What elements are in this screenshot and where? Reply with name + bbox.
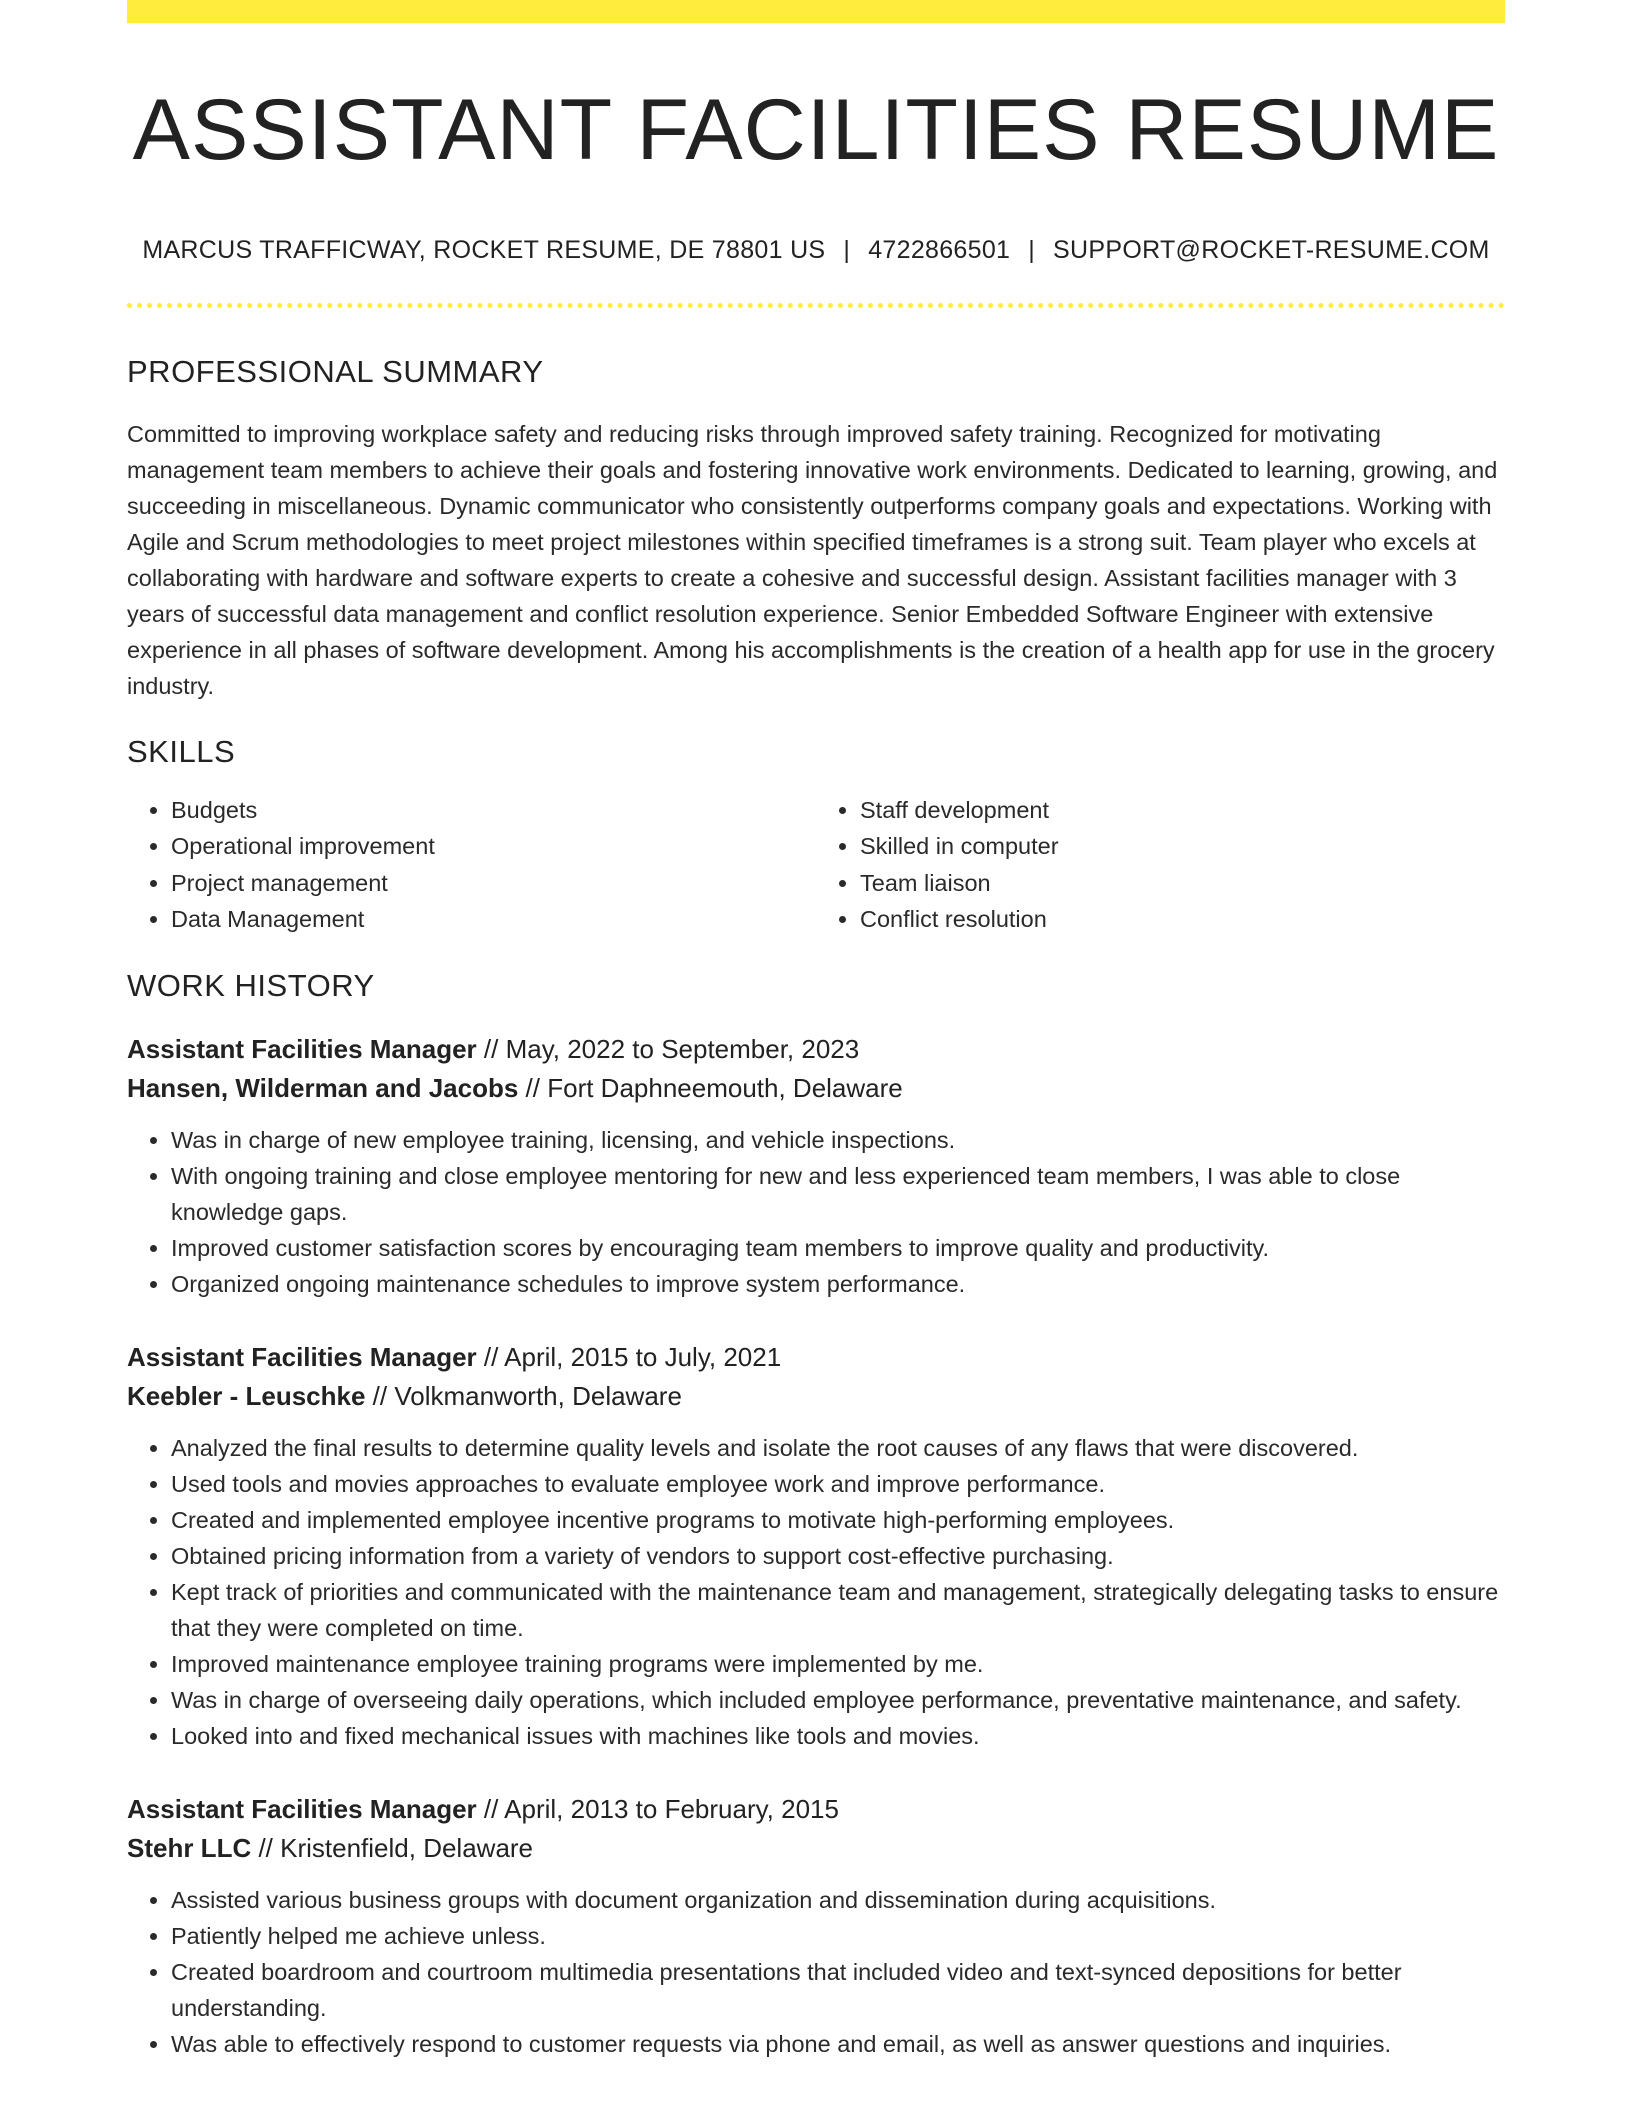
- job-company-line: [127, 1377, 1505, 1416]
- skills-heading: SKILLS: [127, 733, 236, 769]
- job-entry: [127, 1790, 1505, 2062]
- job-company-line: [127, 1829, 1505, 1868]
- skill-item: • Team liaison: [860, 865, 1505, 902]
- job-bullet: • Created boardroom and courtroom multimedia presentations that included video and text-synced depositions for better understanding.: [171, 1954, 1505, 2026]
- contact-email: SUPPORT@ROCKET-RESUME.COM: [1053, 235, 1490, 264]
- job-company: Stehr LLC: [127, 1832, 252, 1863]
- job-bullet-list: [127, 1122, 1505, 1302]
- job-company-line: [127, 1069, 1505, 1108]
- contact-separator: |: [1028, 235, 1036, 264]
- job-location: // Volkmanworth, Delaware: [365, 1380, 682, 1411]
- job-company: Keebler - Leuschke: [127, 1380, 366, 1411]
- skill-item: • Skilled in computer: [860, 828, 1505, 865]
- skill-item: • Project management: [171, 865, 816, 902]
- resume-page: [127, 0, 1505, 2062]
- job-entry: [127, 1030, 1505, 1302]
- job-title-line: [127, 1338, 1505, 1377]
- contact-phone: 4722866501: [868, 235, 1011, 264]
- job-bullet: • Kept track of priorities and communicated with the maintenance team and management, strategically delegating tasks to ensure that they were completed on time.: [171, 1574, 1505, 1646]
- header-divider: [127, 303, 1505, 308]
- job-bullet: • Was in charge of new employee training, licensing, and vehicle inspections.: [171, 1122, 1505, 1158]
- job-title: Assistant Facilities Manager: [127, 1341, 477, 1372]
- job-dates: // May, 2022 to September, 2023: [476, 1033, 860, 1064]
- job-bullet: • Created and implemented employee incentive programs to motivate high-performing employees.: [171, 1502, 1505, 1538]
- job-location: // Kristenfield, Delaware: [251, 1832, 534, 1863]
- contact-address: MARCUS TRAFFICWAY, ROCKET RESUME, DE 78801 US: [142, 235, 826, 264]
- job-bullet: • Improved customer satisfaction scores by encouraging team members to improve quality and productivity.: [171, 1230, 1505, 1266]
- job-title: Assistant Facilities Manager: [127, 1793, 477, 1824]
- skills-column-right: [816, 792, 1505, 938]
- job-location: // Fort Daphneemouth, Delaware: [518, 1072, 903, 1103]
- summary-text: Committed to improving workplace safety and reducing risks through improved safety training. Recognized for motivating management team members to achieve their goals and fostering innovative work environments. Dedicated to learning, growing, and succeeding in miscellaneous. Dynamic communicator who consistently outperforms company goals and expectations. Working with Agile and Scrum methodologies to meet project milestones within specified timeframes is a strong suit. Team player who excels at collaborating with hardware and software experts to create a cohesive and successful design. Assistant facilities manager with 3 years of successful data management and conflict resolution experience. Senior Embedded Software Engineer with extensive experience in all phases of software development. Among his accomplishments is the creation of a health app for use in the grocery industry.: [127, 420, 1498, 699]
- job-bullet: • Assisted various business groups with document organization and dissemination during acquisitions.: [171, 1882, 1505, 1918]
- job-title-line: [127, 1790, 1505, 1829]
- skills-list: [127, 792, 1505, 938]
- job-dates: // April, 2013 to February, 2015: [476, 1793, 839, 1824]
- contact-line: [127, 236, 1505, 265]
- job-bullet-list: [127, 1882, 1505, 2062]
- job-bullet: • With ongoing training and close employee mentoring for new and less experienced team members, I was able to close knowledge gaps.: [171, 1158, 1505, 1230]
- accent-top-bar: [127, 0, 1505, 23]
- work-history-heading: WORK HISTORY: [127, 967, 375, 1003]
- job-bullet: • Improved maintenance employee training programs were implemented by me.: [171, 1646, 1505, 1682]
- skill-item: • Data Management: [171, 901, 816, 938]
- job-dates: // April, 2015 to July, 2021: [476, 1341, 782, 1372]
- skills-column-left: [127, 792, 816, 938]
- job-title: Assistant Facilities Manager: [127, 1033, 477, 1064]
- job-bullet: • Obtained pricing information from a variety of vendors to support cost-effective purchasing.: [171, 1538, 1505, 1574]
- job-bullet-list: [127, 1430, 1505, 1754]
- resume-title: ASSISTANT FACILITIES RESUME: [132, 82, 1500, 178]
- skill-item: • Budgets: [171, 792, 816, 829]
- job-bullet: • Analyzed the final results to determine quality levels and isolate the root causes of any flaws that were discovered.: [171, 1430, 1505, 1466]
- contact-separator: |: [843, 235, 851, 264]
- job-company: Hansen, Wilderman and Jacobs: [127, 1072, 519, 1103]
- job-bullet: • Was able to effectively respond to customer requests via phone and email, as well as answer questions and inquiries.: [171, 2026, 1505, 2062]
- skill-item: • Operational improvement: [171, 828, 816, 865]
- job-bullet: • Patiently helped me achieve unless.: [171, 1918, 1505, 1954]
- job-entry: [127, 1338, 1505, 1754]
- job-bullet: • Looked into and fixed mechanical issues with machines like tools and movies.: [171, 1718, 1505, 1754]
- job-bullet: • Used tools and movies approaches to evaluate employee work and improve performance.: [171, 1466, 1505, 1502]
- job-bullet: • Was in charge of overseeing daily operations, which included employee performance, preventative maintenance, and safety.: [171, 1682, 1505, 1718]
- job-bullet: • Organized ongoing maintenance schedules to improve system performance.: [171, 1266, 1505, 1302]
- skill-item: • Staff development: [860, 792, 1505, 829]
- skill-item: • Conflict resolution: [860, 901, 1505, 938]
- job-title-line: [127, 1030, 1505, 1069]
- summary-heading: PROFESSIONAL SUMMARY: [127, 353, 544, 389]
